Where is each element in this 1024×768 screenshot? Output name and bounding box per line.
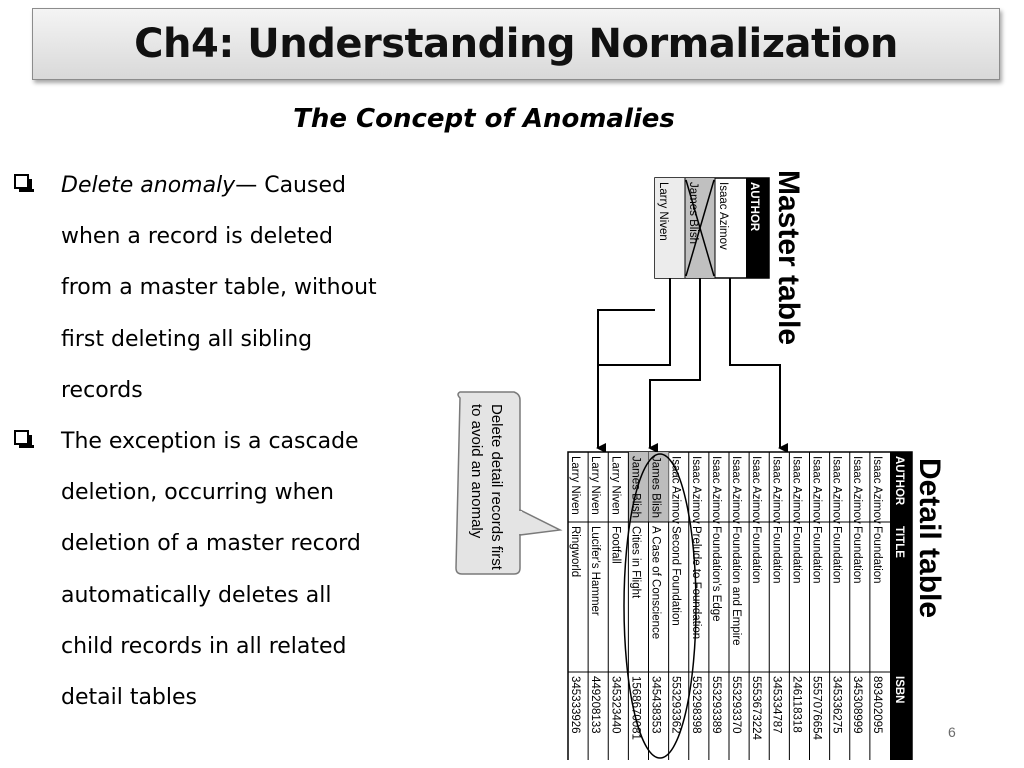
- detail-cell: Larry Niven: [569, 456, 581, 515]
- detail-cell: Isaac Azimov: [730, 456, 742, 524]
- detail-cell: Foundation: [810, 526, 823, 584]
- detail-cell: 345323440: [609, 676, 622, 734]
- bullet-list: [10, 160, 390, 723]
- detail-cell: James Blish: [649, 456, 662, 518]
- detail-cell: Isaac Azimov: [709, 456, 722, 524]
- detail-header-label: ISBN: [893, 676, 905, 704]
- detail-header-label: AUTHOR: [893, 456, 905, 506]
- detail-cell: Isaac Azimov: [810, 456, 823, 524]
- detail-cell: Isaac Azimov: [830, 456, 843, 524]
- detail-table-label: Detail table: [913, 458, 946, 619]
- checkbox-bullet-icon: [14, 430, 29, 445]
- detail-cell: Foundation: [850, 526, 863, 584]
- detail-cell: Foundation: [750, 526, 763, 584]
- anomaly-figure: [450, 160, 970, 760]
- detail-cell: 553293389: [709, 676, 722, 734]
- detail-cell: Foundation: [830, 526, 843, 584]
- detail-cell: 345336275: [830, 676, 843, 734]
- checkbox-bullet-icon: [14, 174, 29, 189]
- master-table: [655, 178, 769, 278]
- detail-cell: Isaac Azimov: [790, 456, 803, 524]
- detail-cell: 345333926: [569, 676, 581, 734]
- title-bar: [32, 8, 1000, 80]
- detail-cell: Isaac Azimov: [870, 456, 883, 524]
- relationship-arrows: [598, 278, 780, 448]
- detail-cell: 553298398: [689, 676, 702, 734]
- bullet-cascade-deletion: [10, 416, 390, 723]
- detail-table: [568, 452, 912, 760]
- detail-cell: 345308999: [850, 676, 863, 734]
- detail-cell: Foundation's Edge: [709, 526, 722, 622]
- bullet-delete-anomaly: [10, 160, 390, 416]
- detail-cell: 5557076654: [810, 676, 823, 740]
- detail-cell: Isaac Azimov: [689, 456, 702, 524]
- detail-cell: Second Foundation: [669, 526, 682, 626]
- detail-cell: Larry Niven: [589, 456, 602, 515]
- page-number: 6: [948, 724, 956, 740]
- detail-cell: James Blish: [629, 456, 642, 518]
- master-table-label: Master table: [772, 170, 805, 346]
- detail-cell: A Case of Conscience: [649, 526, 662, 640]
- slide-title: Ch4: Understanding Normalization: [134, 21, 898, 67]
- detail-cell: Isaac Azimov: [850, 456, 863, 524]
- callout: [456, 392, 560, 574]
- detail-cell: Ringworld: [569, 526, 581, 578]
- master-row-label: Isaac Azimov: [717, 182, 729, 250]
- detail-cell: Prelude to Foundation: [689, 526, 702, 640]
- bullet-text: The exception is a cascade deletion, occurring when deletion of a master record automatically deletes all child records in all related detail tables: [61, 429, 361, 711]
- detail-cell: 5553673224: [750, 676, 763, 740]
- detail-cell: 345334787: [770, 676, 783, 734]
- detail-cell: 553293370: [730, 676, 742, 734]
- bullet-text: — Caused when a record is deleted from a master table, without first deleting all sibling records: [61, 173, 377, 403]
- detail-cell: 553293362: [669, 676, 682, 734]
- detail-cell: Isaac Azimov: [669, 456, 682, 524]
- slide-subtitle: The Concept of Anomalies: [293, 104, 675, 134]
- detail-header-label: TITLE: [893, 526, 905, 558]
- master-header: AUTHOR: [748, 182, 760, 232]
- detail-cell: Lucifer's Hammer: [589, 526, 602, 616]
- detail-cell: Cities in Flight: [629, 526, 642, 599]
- master-row-label: Larry Niven: [657, 182, 669, 241]
- detail-cell: Larry Niven: [609, 456, 622, 515]
- detail-cell: Footfall: [609, 526, 622, 564]
- detail-cell: Foundation: [870, 526, 883, 584]
- detail-cell: Isaac Azimov: [750, 456, 763, 524]
- callout-line: Delete detail records first: [488, 404, 505, 570]
- master-row-label: James Blish: [687, 182, 699, 244]
- bullet-term: Delete anomaly: [61, 173, 236, 198]
- callout-line: to avoid an anomaly: [468, 404, 485, 539]
- detail-cell: 1568670081: [629, 676, 642, 740]
- detail-cell: Foundation: [790, 526, 803, 584]
- detail-cell: 345438353: [649, 676, 662, 734]
- detail-cell: Isaac Azimov: [770, 456, 783, 524]
- detail-cell: Foundation: [770, 526, 783, 584]
- detail-cell: 246118318: [790, 676, 803, 733]
- detail-cell: 449208133: [589, 676, 602, 734]
- detail-cell: Foundation and Empire: [730, 526, 742, 646]
- detail-cell: 893402095: [870, 676, 883, 734]
